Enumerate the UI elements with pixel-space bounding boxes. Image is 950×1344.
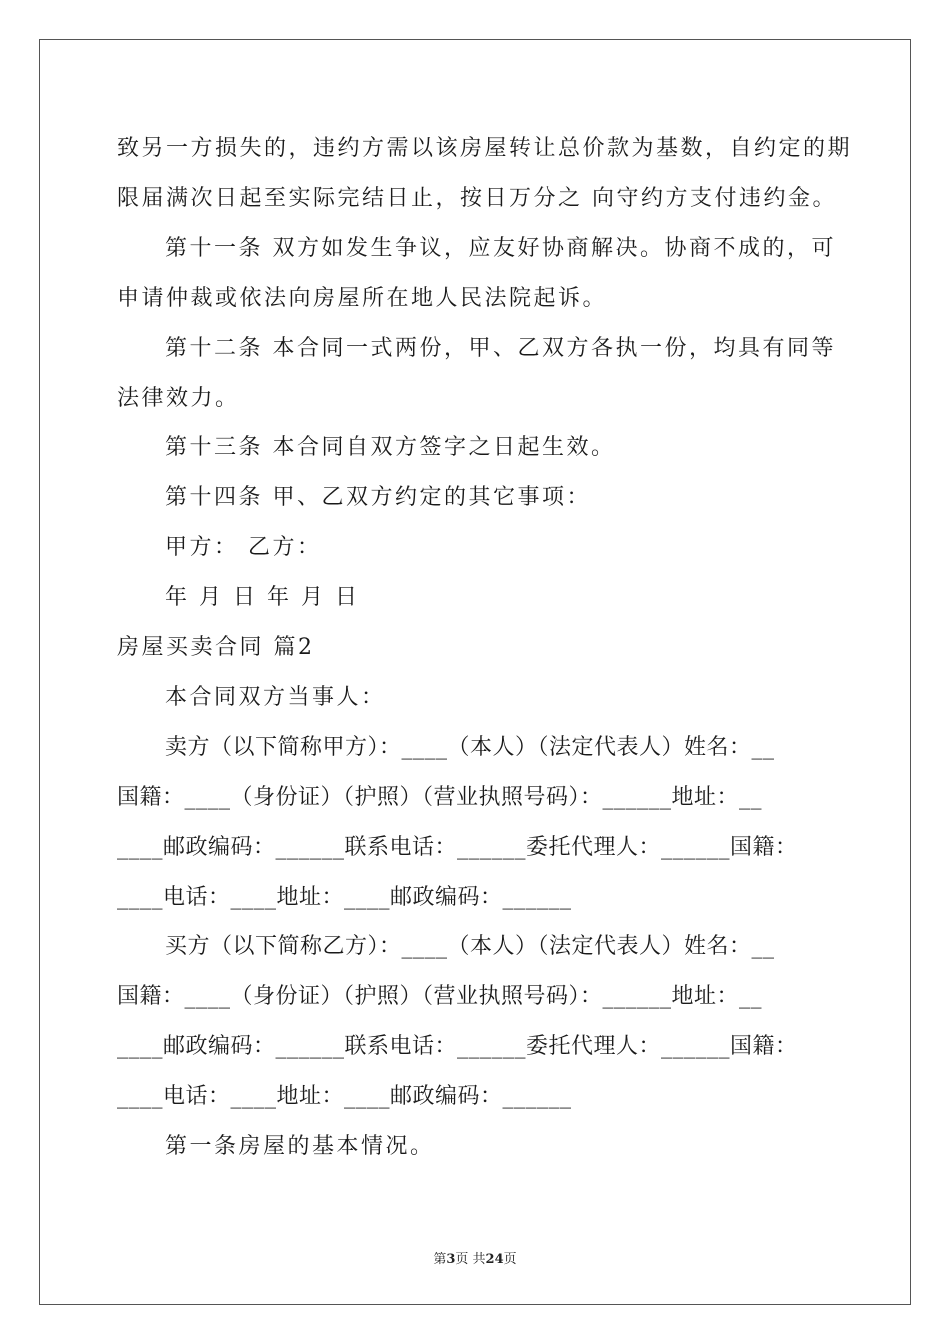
paragraph-line: 限届满次日起至实际完结日止，按日万分之 向守约方支付违约金。 xyxy=(117,186,837,211)
article-11-line: 第十一条 双方如发生争议，应友好协商解决。协商不成的，可 xyxy=(165,236,836,261)
signature-date-line: 年 月 日 年 月 日 xyxy=(165,585,360,610)
total-page-number: 24 xyxy=(485,1252,504,1267)
buyer-line: ____电话：____地址：____邮政编码：______ xyxy=(117,1084,572,1109)
buyer-line: 买方（以下简称乙方）：____（本人）（法定代表人）姓名：__ xyxy=(165,934,775,959)
section-heading: 房屋买卖合同 篇2 xyxy=(117,635,315,660)
buyer-line: ____邮政编码：______联系电话：______委托代理人：______国籍： xyxy=(117,1034,798,1059)
footer-suffix: 页 xyxy=(503,1252,517,1267)
footer-middle: 页 共 xyxy=(455,1252,486,1267)
article-12-line: 第十二条 本合同一式两份，甲、乙双方各执一份，均具有同等 xyxy=(165,336,836,361)
paragraph-line: 致另一方损失的，违约方需以该房屋转让总价款为基数，自约定的期 xyxy=(117,136,853,161)
page-footer xyxy=(0,1248,950,1267)
current-page-number: 3 xyxy=(446,1252,456,1267)
paragraph-line: 申请仲裁或依法向房屋所在地人民法院起诉。 xyxy=(117,286,608,311)
article-14-line: 第十四条 甲、乙双方约定的其它事项： xyxy=(165,485,591,510)
paragraph-line: 法律效力。 xyxy=(117,386,240,411)
parties-intro-line: 本合同双方当事人： xyxy=(165,685,386,710)
buyer-line: 国籍：____（身份证）（护照）（营业执照号码）：______地址：__ xyxy=(117,984,763,1009)
seller-line: 卖方（以下简称甲方）：____（本人）（法定代表人）姓名：__ xyxy=(165,735,775,760)
signature-parties-line: 甲方： 乙方： xyxy=(165,535,322,560)
page-frame xyxy=(39,39,911,1305)
article-13-line: 第十三条 本合同自双方签字之日起生效。 xyxy=(165,435,616,460)
seller-line: ____电话：____地址：____邮政编码：______ xyxy=(117,885,572,910)
article-1-line: 第一条房屋的基本情况。 xyxy=(165,1134,435,1159)
seller-line: 国籍：____（身份证）（护照）（营业执照号码）：______地址：__ xyxy=(117,785,763,810)
footer-prefix: 第 xyxy=(433,1252,447,1267)
seller-line: ____邮政编码：______联系电话：______委托代理人：______国籍： xyxy=(117,835,798,860)
